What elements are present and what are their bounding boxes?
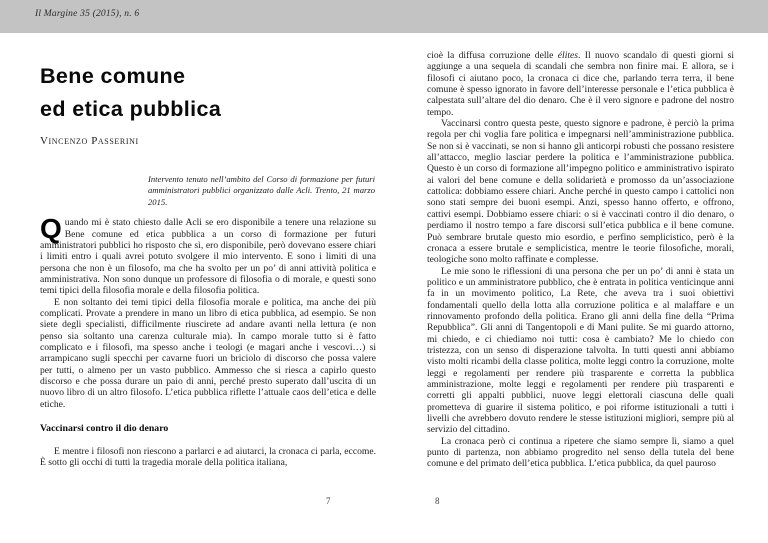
intro-note: Intervento tenuto nell’ambito del Corso di formazione per futuri amministratori pubblici organizzato dalle Acli. Trento, 21 marzo 2015. xyxy=(148,174,375,207)
paragraph-text: cioè la diffusa corruzione delle xyxy=(427,50,558,61)
journal-citation: Il Margine 35 (2015), n. 6 xyxy=(35,9,140,19)
page-left xyxy=(40,33,376,469)
article-title-line2: ed etica pubblica xyxy=(40,97,222,121)
article-title-line1: Bene comune xyxy=(40,64,186,88)
paragraph: Vaccinarsi contro questa peste, questo signore e padrone, è perciò la prima regola per chi voglia fare politica e impegnarsi nell’amministrazione pubblica. Se non si è vaccinati, se non si hanno gli anticorpi robusti che possano resistere all’attacco, meglio lasciar perdere la politica e l’amministrazione pubblica. Questo è un corso di formazione all’impegno politico e amministrativo ispirato ai valori del bene comune e della solidarietà e promosso da un’associazione cattolica: dobbiamo essere chiari. Anche perché in questo campo i cattolici non sono stati sempre dei buoni esempi. Anzi, spesso hanno offerto, e offrono, cattivi esempi. Dobbiamo essere chiari: o si è vaccinati contro il dio denaro, o perdiamo il nostro tempo a fare discorsi sull’etica pubblica e il bene comune. Può sembrare brutale questo mio esordio, e perfino semplicistico, però è la cronaca a essere brutale e semplicistica, mentre le teorie filosofiche, morali, teologiche sono molto raffinate e complesse. xyxy=(427,118,734,266)
paragraph xyxy=(40,213,376,297)
paragraph-text: uando mi è stato chiesto dalle Acli se ero disponibile a tenere una relazione su Bene comune ed etica pubblica a un corso di formazione per futuri amministratori pubblici ho risposto che sì, ero disponibile, però dovevano essere chiari i limiti entro i quali avrei potuto svolgere il mio intervento. E sono i limiti di una persona che non è un filosofo, ma che ha svolto per un po’ di anni attività politica e amministrativa. Non sono dunque un professore di filosofia o di morale, e questi sono temi tipici della filosofia morale e della filosofia politica. xyxy=(40,217,376,297)
paragraph: E mentre i filosofi non riescono a parlarci e ad aiutarci, la cronaca ci parla, eccome. È sotto gli occhi di tutti la tragedia morale della politica italiana, xyxy=(40,446,376,469)
paragraph-text: . Il nuovo scandalo di questi giorni si aggiunge a una sequela di scandali che sembra non finire mai. E allora, se i filosofi ci aiutano poco, la cronaca ci dice che, parlando terra terra, il bene comune è spesso ignorato in favore dell’interesse personale e l’etica pubblica è calpestata sull’altare del dio denaro. Che è il vero signore e padrone del nostro tempo. xyxy=(427,50,734,118)
section-heading: Vaccinarsi contro il dio denaro xyxy=(40,423,169,435)
dropcap-letter: Q xyxy=(40,213,62,245)
paragraph: La cronaca però ci continua a ripetere che siamo sempre lì, siamo a quel punto di partenza, non abbiamo progredito nel senso della tutela del bene comune e del primato dell’etica pubblica. L’etica pubblica, da quel pauroso xyxy=(427,435,734,470)
author-name: Vincenzo Passerini xyxy=(40,135,139,147)
running-header-band xyxy=(0,0,768,33)
paragraph xyxy=(427,50,734,118)
page-number-left: 7 xyxy=(326,496,331,506)
paragraph: E non soltanto dei temi tipici della filosofia morale e politica, ma anche dei più complicati. Provate a prendere in mano un libro di etica pubblica, ad esempio. Se non siete degli specialisti, difficilmente riuscirete ad andare avanti nella lettura (e non penso sia soltanto una carenza culturale mia). In campo morale tutto si è fatto complicato e i filosofi, ma spesso anche i teologi (e magari anche i vescovi…) si arrampicano sugli specchi per cavarne fuori un briciolo di discorso che possa valere per tutti, o almeno per un vasto pubblico. Ammesso che si riesca a capirlo questo discorso e che possa durare un paio di anni, perché presto superato dall’uscita di un nuovo libro di un altro filosofo. L’etica pubblica riflette l’attuale caos dell’etica e delle etiche. xyxy=(40,296,376,410)
page-number-right: 8 xyxy=(435,496,440,506)
italic-term: élites xyxy=(557,50,579,61)
page-right xyxy=(427,50,734,470)
paragraph: Le mie sono le riflessioni di una persona che per un po’ di anni è stata un politico e un amministratore pubblico, che è entrata in politica venticinque anni fa in un movimento politico, La Rete, che aveva tra i suoi obiettivi fondamentali quello della lotta alla corruzione politica e al malaffare e un rinnovamento profondo della politica. Erano gli anni della fine della “Prima Repubblica”. Gli anni di Tangentopoli e di Mani pulite. Se mi guardo attorno, mi chiedo, e ci chiediamo noi tutti: cosa è cambiato? Me lo chiedo con tristezza, con un senso di disperazione talvolta. In tutti questi anni abbiamo visto molti ricambi della classe politica, molte leggi contro la corruzione, molte leggi e regolamenti per rendere più trasparente e corretta la pubblica amministrazione, molte leggi e regolamenti per rendere più trasparenti e corretti gli appalti pubblici, nuove leggi elettorali ciascuna delle quali prometteva di guarire il sistema politico, e poi riforme istituzionali a tutti i livelli che avrebbero dovuto rendere le stesse istituzioni migliori, sempre più al servizio del cittadino. xyxy=(427,265,734,436)
article-title xyxy=(40,60,376,126)
